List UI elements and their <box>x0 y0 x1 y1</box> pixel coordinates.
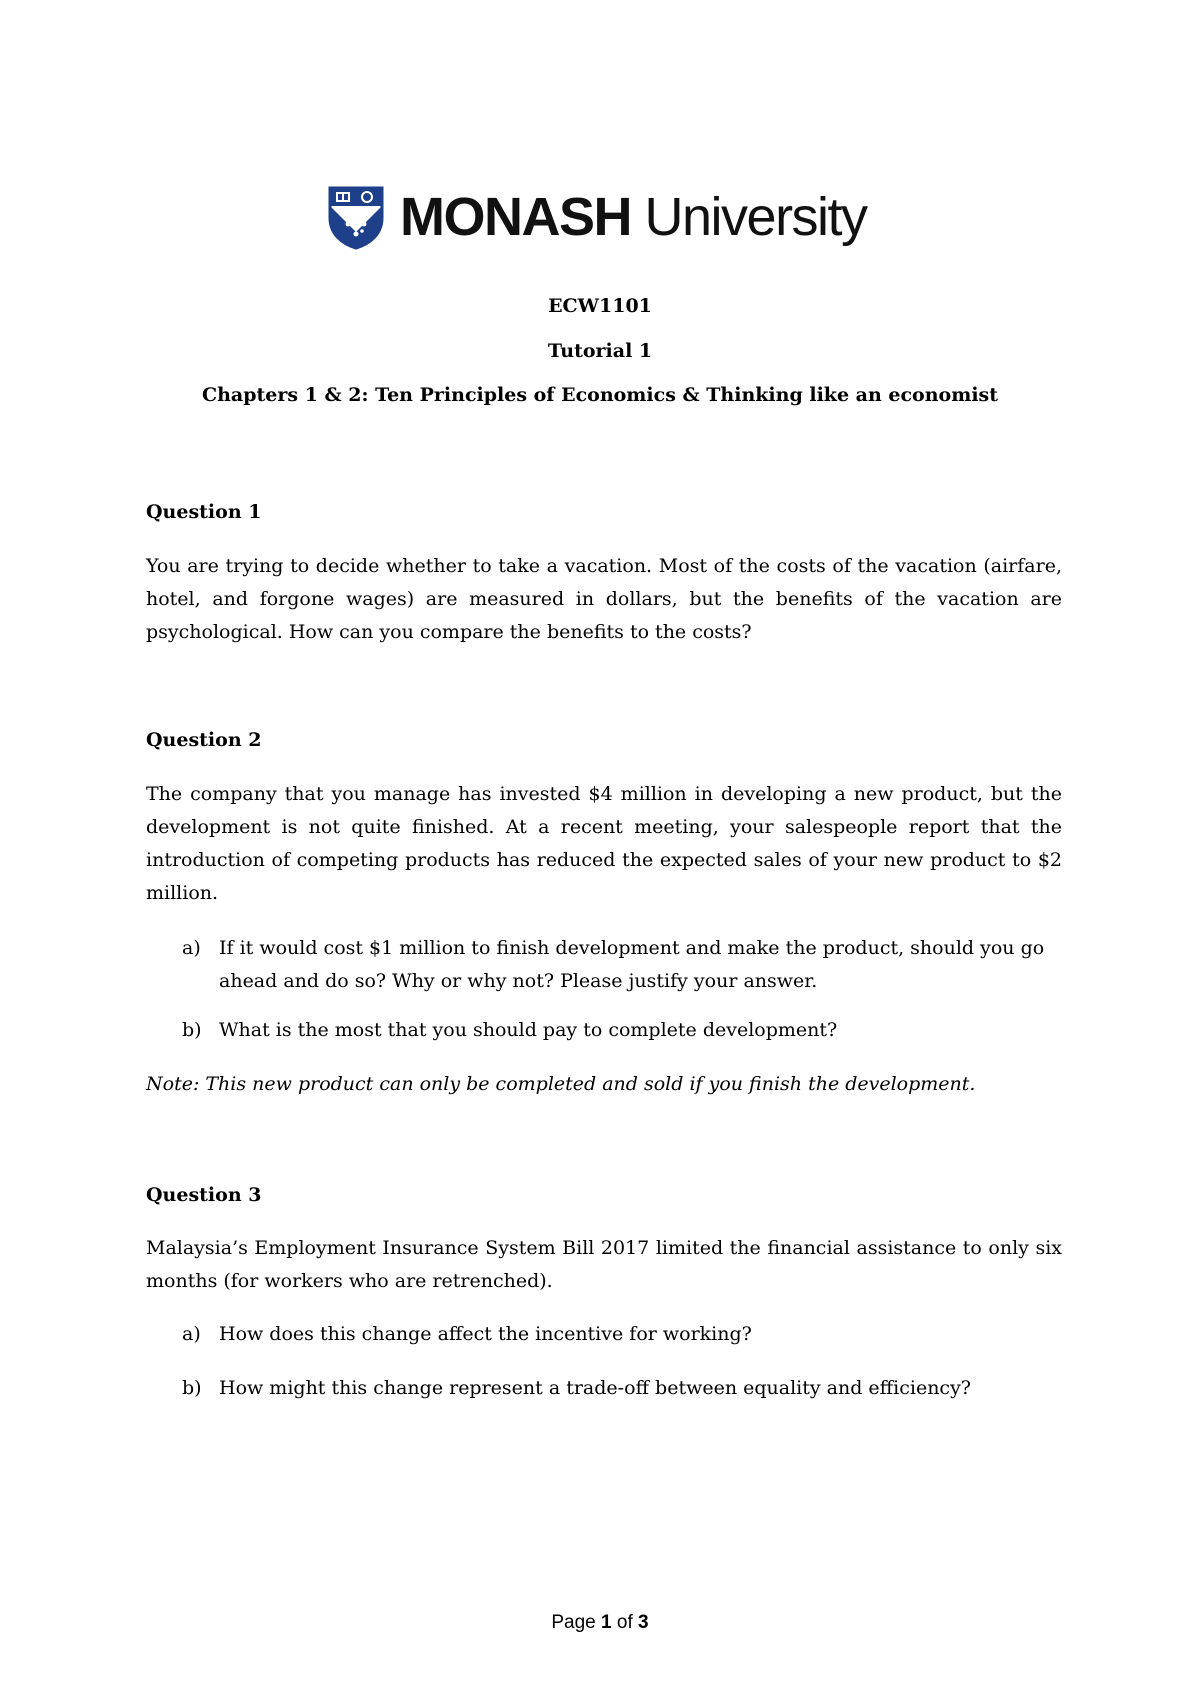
question-2-note: Note: This new product can only be completed and sold if you finish the development. <box>146 1073 976 1095</box>
item-text: If it would cost $1 million to finish development and make the product, should you go ahead and do so? Why or why not? Please justify your answer. <box>219 937 1045 992</box>
question-2-item-a <box>146 932 1062 998</box>
university-logo <box>326 184 867 250</box>
page-word: Page <box>551 1612 596 1633</box>
question-2-heading: Question 2 <box>146 729 262 751</box>
item-text: How might this change represent a trade-off between equality and efficiency? <box>219 1377 971 1399</box>
question-3-heading: Question 3 <box>146 1184 262 1206</box>
course-code: ECW1101 <box>548 295 652 317</box>
page-footer <box>0 1612 1200 1634</box>
question-3-item-b <box>146 1372 1062 1405</box>
item-label: a) <box>182 1323 201 1345</box>
question-3-item-a <box>146 1318 1062 1351</box>
question-2-item-b <box>146 1014 1062 1047</box>
item-text: How does this change affect the incentive for working? <box>219 1323 752 1345</box>
logo-wordmark: MONASH University <box>400 187 867 247</box>
page-total: 3 <box>638 1612 649 1633</box>
question-1-text: You are trying to decide whether to take a vacation. Most of the costs of the vacation (airfare, hotel, and forgone wages) are measured in dollars, but the benefits of the vacation are psychological. How can you compare the benefits to the costs? <box>146 555 1062 643</box>
item-text: What is the most that you should pay to complete development? <box>219 1019 838 1041</box>
question-3-text: Malaysia’s Employment Insurance System Bill 2017 limited the financial assistance to only six months (for workers who are retrenched). <box>146 1237 1062 1292</box>
tutorial-title: Tutorial 1 <box>547 340 653 362</box>
monash-crest-icon <box>326 184 386 250</box>
item-label: b) <box>182 1377 202 1399</box>
of-word: of <box>616 1612 633 1633</box>
item-label: a) <box>182 937 201 959</box>
chapters-title: Chapters 1 & 2: Ten Principles of Economics & Thinking like an economist <box>201 384 999 406</box>
item-label: b) <box>182 1019 202 1041</box>
question-1-heading: Question 1 <box>146 501 262 523</box>
question-2-text: The company that you manage has invested $4 million in developing a new product, but the development is not quite finished. At a recent meeting, your salespeople report that the introduction of competing products has reduced the expected sales of your new product to $2 million. <box>146 783 1062 904</box>
page-number: 1 <box>601 1612 612 1633</box>
